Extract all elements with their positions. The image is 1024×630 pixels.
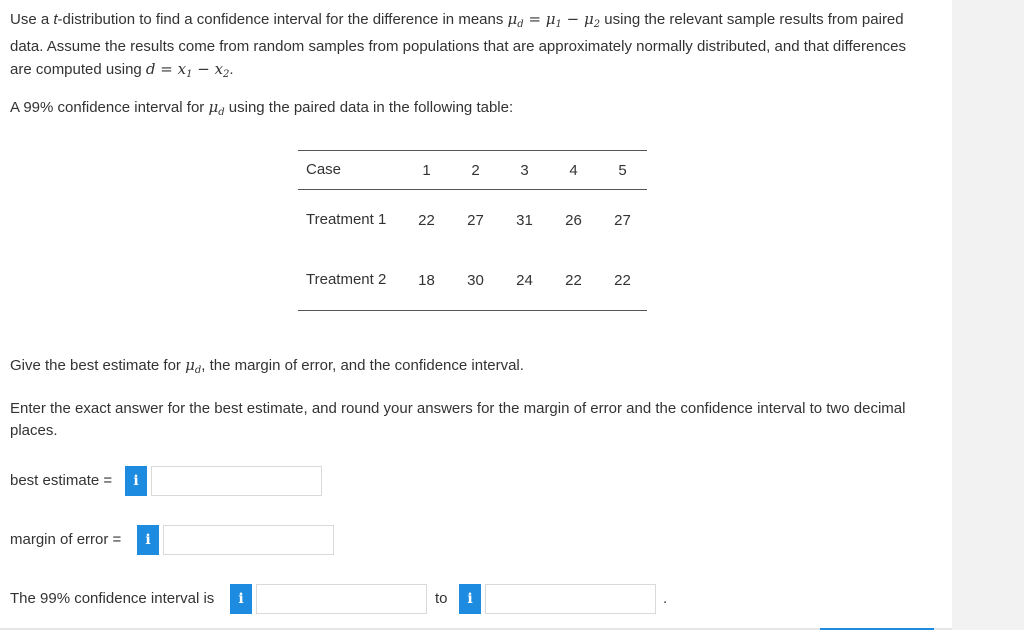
table-cell: 26	[565, 211, 582, 229]
problem-intro: Use a t-distribution to find a confidence interval for the difference in means $\mu_d = \mu_1 - \mu_2$ using the relevant sample results from paired data. Assume the results come from random samples from populations that are approximately normally distributed, and that differences are computed using $d = x_1 - x_2$.	[10, 10, 907, 80]
to-label: to	[435, 590, 448, 607]
info-icon[interactable]: i	[137, 525, 159, 555]
table-cell: 22	[614, 271, 631, 289]
best-estimate-label: best estimate =	[10, 472, 113, 489]
table-row	[298, 250, 647, 311]
side-gutter	[952, 0, 1024, 630]
table-cell: 22	[418, 211, 435, 229]
ci-prompt: A 99% confidence interval for $\mu_d$ using the paired data in the following table:	[10, 98, 514, 118]
row-label: Treatment 2	[306, 271, 387, 288]
mu-d-symbol: $\mu_d = \mu_1 - \mu_2$	[507, 10, 601, 30]
row-label: Treatment 1	[306, 211, 387, 228]
confidence-interval-label: The 99% confidence interval is	[10, 590, 215, 607]
info-icon[interactable]: i	[125, 466, 147, 496]
interval-upper-input[interactable]	[485, 584, 656, 614]
table-cell: 18	[418, 271, 435, 289]
table-cell: 31	[516, 211, 533, 229]
interval-lower-input[interactable]	[256, 584, 427, 614]
period: .	[663, 590, 668, 607]
estimate-prompt: Give the best estimate for $\mu_d$, the margin of error, and the confidence interval.	[10, 356, 524, 376]
table-cell: 27	[614, 211, 631, 229]
info-icon[interactable]: i	[230, 584, 252, 614]
paired-data-table	[298, 150, 647, 311]
case-number: 4	[549, 151, 598, 190]
case-number: 1	[402, 151, 451, 190]
best-estimate-input[interactable]	[151, 466, 322, 496]
table-header-row	[298, 151, 647, 190]
table-row	[298, 190, 647, 251]
case-number: 5	[598, 151, 647, 190]
case-number: 3	[500, 151, 549, 190]
case-number: 2	[451, 151, 500, 190]
table-cell: 24	[516, 271, 533, 289]
d-definition: $d = x_1 - x_2$	[145, 60, 230, 80]
info-icon[interactable]: i	[459, 584, 481, 614]
case-header: Case	[298, 151, 402, 190]
table-cell: 22	[565, 271, 582, 289]
table-cell: 30	[467, 271, 484, 289]
table-cell: 27	[467, 211, 484, 229]
instructions: Enter the exact answer for the best estimate, and round your answers for the margin of error and the confidence interval to two decimal places.	[10, 400, 906, 439]
margin-of-error-input[interactable]	[163, 525, 334, 555]
margin-of-error-label: margin of error =	[10, 531, 122, 548]
